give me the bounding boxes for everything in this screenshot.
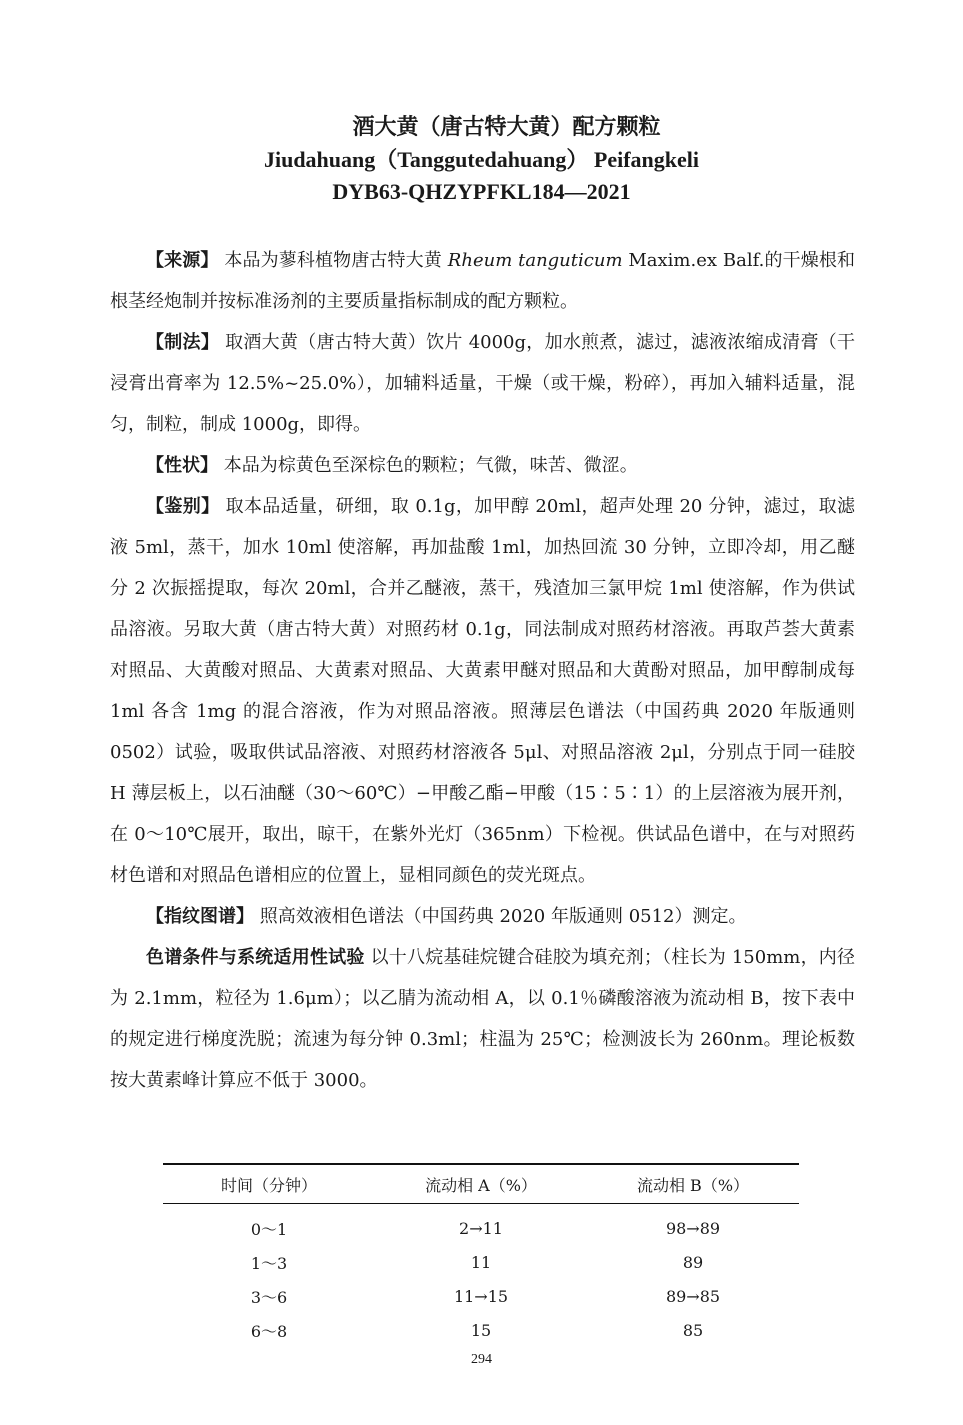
section-method xyxy=(110,322,855,445)
table-cell: 1～3 xyxy=(250,1253,288,1273)
source-text-a: 本品为蓼科植物唐古特大黄 xyxy=(218,250,448,271)
latin-name: Rheum tanguticum xyxy=(447,250,623,271)
table-row xyxy=(163,1204,799,1246)
table-cell: 98→89 xyxy=(665,1218,721,1238)
title-pinyin: Jiudahuang（Tanggutedahuang） Peifangkeli xyxy=(263,147,700,172)
section-character xyxy=(110,445,855,486)
table-cell: 15 xyxy=(470,1320,492,1340)
table-row xyxy=(163,1245,799,1279)
table-cell: 6～8 xyxy=(250,1321,288,1341)
table-cell: 89 xyxy=(682,1252,704,1272)
section-identification xyxy=(110,486,855,896)
source-text-b: Maxim.ex Balf.的干燥根和根茎经炮制并按标准汤剂的主要质量指标制成的配方颗粒。 xyxy=(110,250,855,312)
section-tag-identification: 【鉴别】 xyxy=(146,496,220,517)
section-conditions xyxy=(110,937,855,1101)
identification-text: 取本品适量，研细，取 0.1g，加甲醇 20ml，超声处理 20 分钟，滤过，取滤液 5ml，蒸干，加水 10ml 使溶解，再加盐酸 1ml，加热回流 30 分钟，立即冷却，用乙醚分 2 次振摇提取，每次 20ml，合并乙醚液，蒸干，残渣加三氯甲烷 1ml 使溶解，作为供试品溶液。另取大黄（唐古特大黄）对照药材 0.1g，同法制成对照药材溶液。再取芦荟大黄素对照品、大黄酸对照品、大黄素对照品、大黄素甲醚对照品和大黄酚对照品，加甲醇制成每 1ml 各含 1mg 的混合溶液，作为对照品溶液。照薄层色谱法（中国药典 2020 年版通则 0502）试验，吸取供试品溶液、对照药材溶液各 5μl、对照品溶液 2μl，分别点于同一硅胶 H 薄层板上，以石油醚（30～60℃）−甲酸乙酯−甲酸（15∶5∶1）的上层溶液为展开剂，在 0～10℃展开，取出，晾干，在紫外光灯（365nm）下检视。供试品色谱中，在与对照药材色谱和对照品色谱相应的位置上，显相同颜色的荧光斑点。 xyxy=(110,496,856,886)
table-cell: 11→15 xyxy=(453,1286,509,1306)
table-header: 流动相 B（%） xyxy=(587,1164,799,1204)
page-number: 294 xyxy=(471,1352,492,1367)
document-body xyxy=(110,240,855,1101)
conditions-text: 以十八烷基硅烷键合硅胶为填充剂；（柱长为 150mm，内径为 2.1mm，粒径为 1.6μm）；以乙腈为流动相 A，以 0.1％磷酸溶液为流动相 B，按下表中的规定进行梯度洗脱；流速为每分钟 0.3ml；柱温为 25℃；检测波长为 260nm。理论板数按大黄素峰计算应不低于 3000。 xyxy=(110,947,856,1091)
title-block xyxy=(0,112,963,208)
section-tag-source: 【来源】 xyxy=(146,250,219,271)
section-tag-character: 【性状】 xyxy=(146,455,218,476)
section-tag-fingerprint: 【指纹图谱】 xyxy=(146,906,254,927)
gradient-table xyxy=(163,1163,799,1347)
title-chinese: 酒大黄（唐古特大黄）配方颗粒 xyxy=(352,115,661,140)
table-header: 时间（分钟） xyxy=(163,1164,375,1204)
table-header-row xyxy=(163,1164,799,1204)
table-cell: 0～1 xyxy=(250,1219,288,1239)
table-row xyxy=(163,1279,799,1313)
conditions-subtitle: 色谱条件与系统适用性试验 xyxy=(146,947,365,968)
method-text: 取酒大黄（唐古特大黄）饮片 4000g，加水煎煮，滤过，滤液浓缩成清膏（干浸膏出膏率为 12.5%~25.0%），加辅料适量，干燥（或干燥，粉碎），再加入辅料适量，混匀，制粒，制成 1000g，即得。 xyxy=(110,332,855,435)
table-cell: 11 xyxy=(470,1252,492,1272)
table-cell: 2→11 xyxy=(459,1218,503,1238)
section-fingerprint xyxy=(110,896,855,937)
fingerprint-text: 照高效液相色谱法（中国药典 2020 年版通则 0512）测定。 xyxy=(254,906,747,927)
character-text: 本品为棕黄色至深棕色的颗粒；气微，味苦、微涩。 xyxy=(218,455,638,476)
table-cell: 85 xyxy=(682,1320,704,1340)
section-source xyxy=(110,240,855,322)
standard-code: DYB63-QHZYPFKL184—2021 xyxy=(332,179,631,204)
section-tag-method: 【制法】 xyxy=(146,332,220,353)
table-header: 流动相 A（%） xyxy=(375,1164,587,1204)
table-row xyxy=(163,1313,799,1347)
table-cell: 3～6 xyxy=(250,1287,288,1307)
table-cell: 89→85 xyxy=(665,1286,721,1306)
